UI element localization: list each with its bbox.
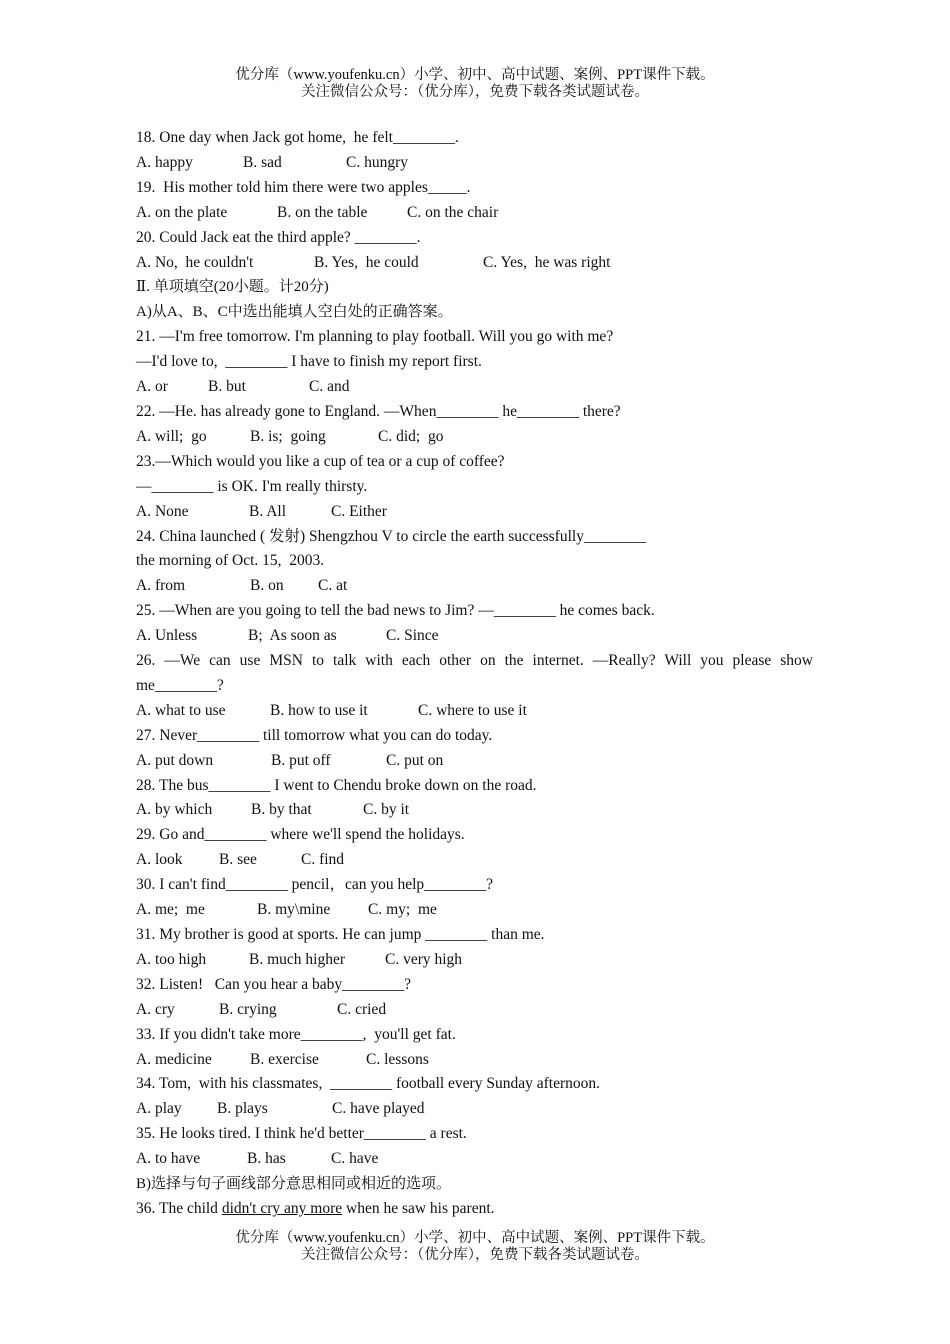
stem-prefix: 36. The child xyxy=(136,1199,222,1217)
question-options-21 xyxy=(136,375,813,400)
page-footer xyxy=(0,1230,950,1264)
option-c: C. put on xyxy=(386,751,444,769)
stem-suffix: when he saw his parent. xyxy=(342,1199,495,1217)
question-stem-19: 19. His mother told him there were two apples_____. xyxy=(136,178,471,196)
option-a: A. will; go xyxy=(136,427,207,445)
underlined-phrase: didn't cry any more xyxy=(221,1199,343,1217)
option-c: C. where to use it xyxy=(418,701,527,719)
question-stem-22: 22. —He. has already gone to England. —When________ he________ there? xyxy=(136,402,621,420)
section-instruction-b: B)选择与句子画线部分意思相同或相近的选项。 xyxy=(136,1176,452,1193)
option-a: A. No, he couldn't xyxy=(136,253,254,271)
option-a: A. by which xyxy=(136,801,213,819)
header-line-2: 关注微信公众号：（优分库），免费下载各类试题试卷。 xyxy=(301,84,649,100)
question-options-29 xyxy=(136,848,813,873)
question-stem-23-cont: —________ is OK. I'm really thirsty. xyxy=(136,477,368,495)
option-b: B; As soon as xyxy=(248,627,337,645)
option-b: B. is; going xyxy=(250,427,326,445)
option-c: C. hungry xyxy=(346,153,408,171)
option-c: C. did; go xyxy=(378,427,444,445)
option-c: C. and xyxy=(309,378,350,396)
question-stem-25: 25. —When are you going to tell the bad news to Jim? —________ he comes back. xyxy=(136,602,655,620)
header-line-1: 优分库（www.youfenku.cn）小学、初中、高中试题、案例、PPT课件下载。 xyxy=(235,67,715,83)
question-stem-36 xyxy=(136,1197,813,1222)
question-options-35 xyxy=(136,1147,813,1172)
option-c: C. have xyxy=(331,1150,379,1168)
option-b: B. on the table xyxy=(277,203,368,221)
option-a: A. too high xyxy=(136,950,207,968)
option-c: C. have played xyxy=(332,1100,425,1118)
option-a: A. cry xyxy=(136,1000,175,1018)
question-options-31 xyxy=(136,948,813,973)
question-stem-18: 18. One day when Jack got home, he felt________. xyxy=(136,129,459,146)
question-stem-28: 28. The bus________ I went to Chendu broke down on the road. xyxy=(136,776,537,794)
question-stem-24-cont: the morning of Oct. 15, 2003. xyxy=(136,552,325,570)
option-a: A. None xyxy=(136,502,189,520)
option-a: A. or xyxy=(136,378,168,396)
option-c: C. Since xyxy=(386,627,439,645)
option-b: B. on xyxy=(250,577,284,595)
question-options-20 xyxy=(136,251,813,276)
question-stem-21-cont: —I'd love to, ________ I have to finish my report first. xyxy=(136,353,482,371)
option-c: C. find xyxy=(301,851,345,869)
question-options-22 xyxy=(136,425,813,450)
question-stem-27: 27. Never________ till tomorrow what you can do today. xyxy=(136,726,493,744)
footer-line-1: 优分库（www.youfenku.cn）小学、初中、高中试题、案例、PPT课件下载。 xyxy=(235,1230,715,1246)
question-stem-35: 35. He looks tired. I think he'd better________ a rest. xyxy=(136,1125,467,1143)
question-stem-26: 26. —We can use MSN to talk with each other on the internet. —Really? Will you please show xyxy=(136,652,813,670)
option-c: C. Either xyxy=(331,502,387,520)
question-options-28 xyxy=(136,798,813,823)
question-options-19 xyxy=(136,201,813,226)
question-options-30 xyxy=(136,898,813,923)
option-b: B. see xyxy=(219,851,257,869)
question-options-27 xyxy=(136,749,813,774)
question-options-33 xyxy=(136,1048,813,1073)
option-a: A. what to use xyxy=(136,701,226,719)
section-instruction-a: A)从A、B、C中选出能填人空白处的正确答案。 xyxy=(136,304,453,321)
question-options-24 xyxy=(136,574,813,599)
option-a: A. put down xyxy=(136,751,214,769)
option-c: C. my; me xyxy=(368,901,437,919)
option-a: A. to have xyxy=(136,1150,201,1168)
question-stem-21: 21. —I'm free tomorrow. I'm planning to play football. Will you go with me? xyxy=(136,328,614,346)
option-a: A. me; me xyxy=(136,901,205,919)
question-stem-29: 29. Go and________ where we'll spend the holidays. xyxy=(136,826,465,844)
option-b: B. plays xyxy=(217,1100,268,1118)
option-c: C. on the chair xyxy=(407,203,499,221)
question-stem-34: 34. Tom, with his classmates, ________ football every Sunday afternoon. xyxy=(136,1075,600,1093)
question-options-34 xyxy=(136,1097,813,1122)
option-a: A. from xyxy=(136,577,186,595)
footer-line-2: 关注微信公众号：（优分库），免费下载各类试题试卷。 xyxy=(301,1247,649,1263)
option-a: A. look xyxy=(136,851,183,869)
option-a: A. on the plate xyxy=(136,203,228,221)
question-stem-33: 33. If you didn't take more________, you'll get fat. xyxy=(136,1025,456,1043)
question-options-18 xyxy=(136,151,813,176)
option-c: C. lessons xyxy=(366,1050,429,1068)
question-options-32 xyxy=(136,998,813,1023)
option-c: C. Yes, he was right xyxy=(483,253,611,271)
option-b: B. how to use it xyxy=(270,701,368,719)
option-a: A. play xyxy=(136,1100,182,1118)
question-stem-31: 31. My brother is good at sports. He can jump ________ than me. xyxy=(136,926,545,943)
option-a: A. happy xyxy=(136,153,193,171)
option-b: B. All xyxy=(249,502,287,520)
option-c: C. by it xyxy=(363,801,410,819)
question-stem-23: 23.—Which would you like a cup of tea or a cup of coffee? xyxy=(136,452,505,470)
question-stem-32: 32. Listen! Can you hear a baby________? xyxy=(136,975,412,993)
option-c: C. at xyxy=(318,577,348,595)
page-header xyxy=(0,67,950,101)
question-stem-26-cont: me________? xyxy=(136,676,224,694)
exam-body xyxy=(136,126,813,1222)
option-b: B. put off xyxy=(271,751,331,769)
option-b: B. by that xyxy=(251,801,312,819)
option-b: B. has xyxy=(247,1150,286,1168)
option-b: B. crying xyxy=(219,1000,277,1018)
question-options-26 xyxy=(136,699,813,724)
question-stem-30: 30. I can't find________ pencil，can you help________? xyxy=(136,876,494,894)
question-stem-24: 24. China launched ( 发射) Shengzhou V to circle the earth successfully________ xyxy=(136,527,646,545)
option-b: B. much higher xyxy=(249,950,345,968)
option-b: B. exercise xyxy=(250,1050,319,1068)
question-options-23 xyxy=(136,500,813,525)
option-c: C. cried xyxy=(337,1000,387,1018)
option-b: B. sad xyxy=(243,153,282,171)
option-a: A. medicine xyxy=(136,1050,212,1068)
question-options-25 xyxy=(136,624,813,649)
option-b: B. my\mine xyxy=(257,901,331,919)
option-c: C. very high xyxy=(385,950,463,968)
question-stem-20: 20. Could Jack eat the third apple? ________. xyxy=(136,228,421,246)
option-b: B. but xyxy=(208,378,246,396)
option-b: B. Yes, he could xyxy=(314,253,419,271)
section-title: Ⅱ. 单项填空(20小题。计20分) xyxy=(136,279,329,296)
option-a: A. Unless xyxy=(136,627,198,645)
